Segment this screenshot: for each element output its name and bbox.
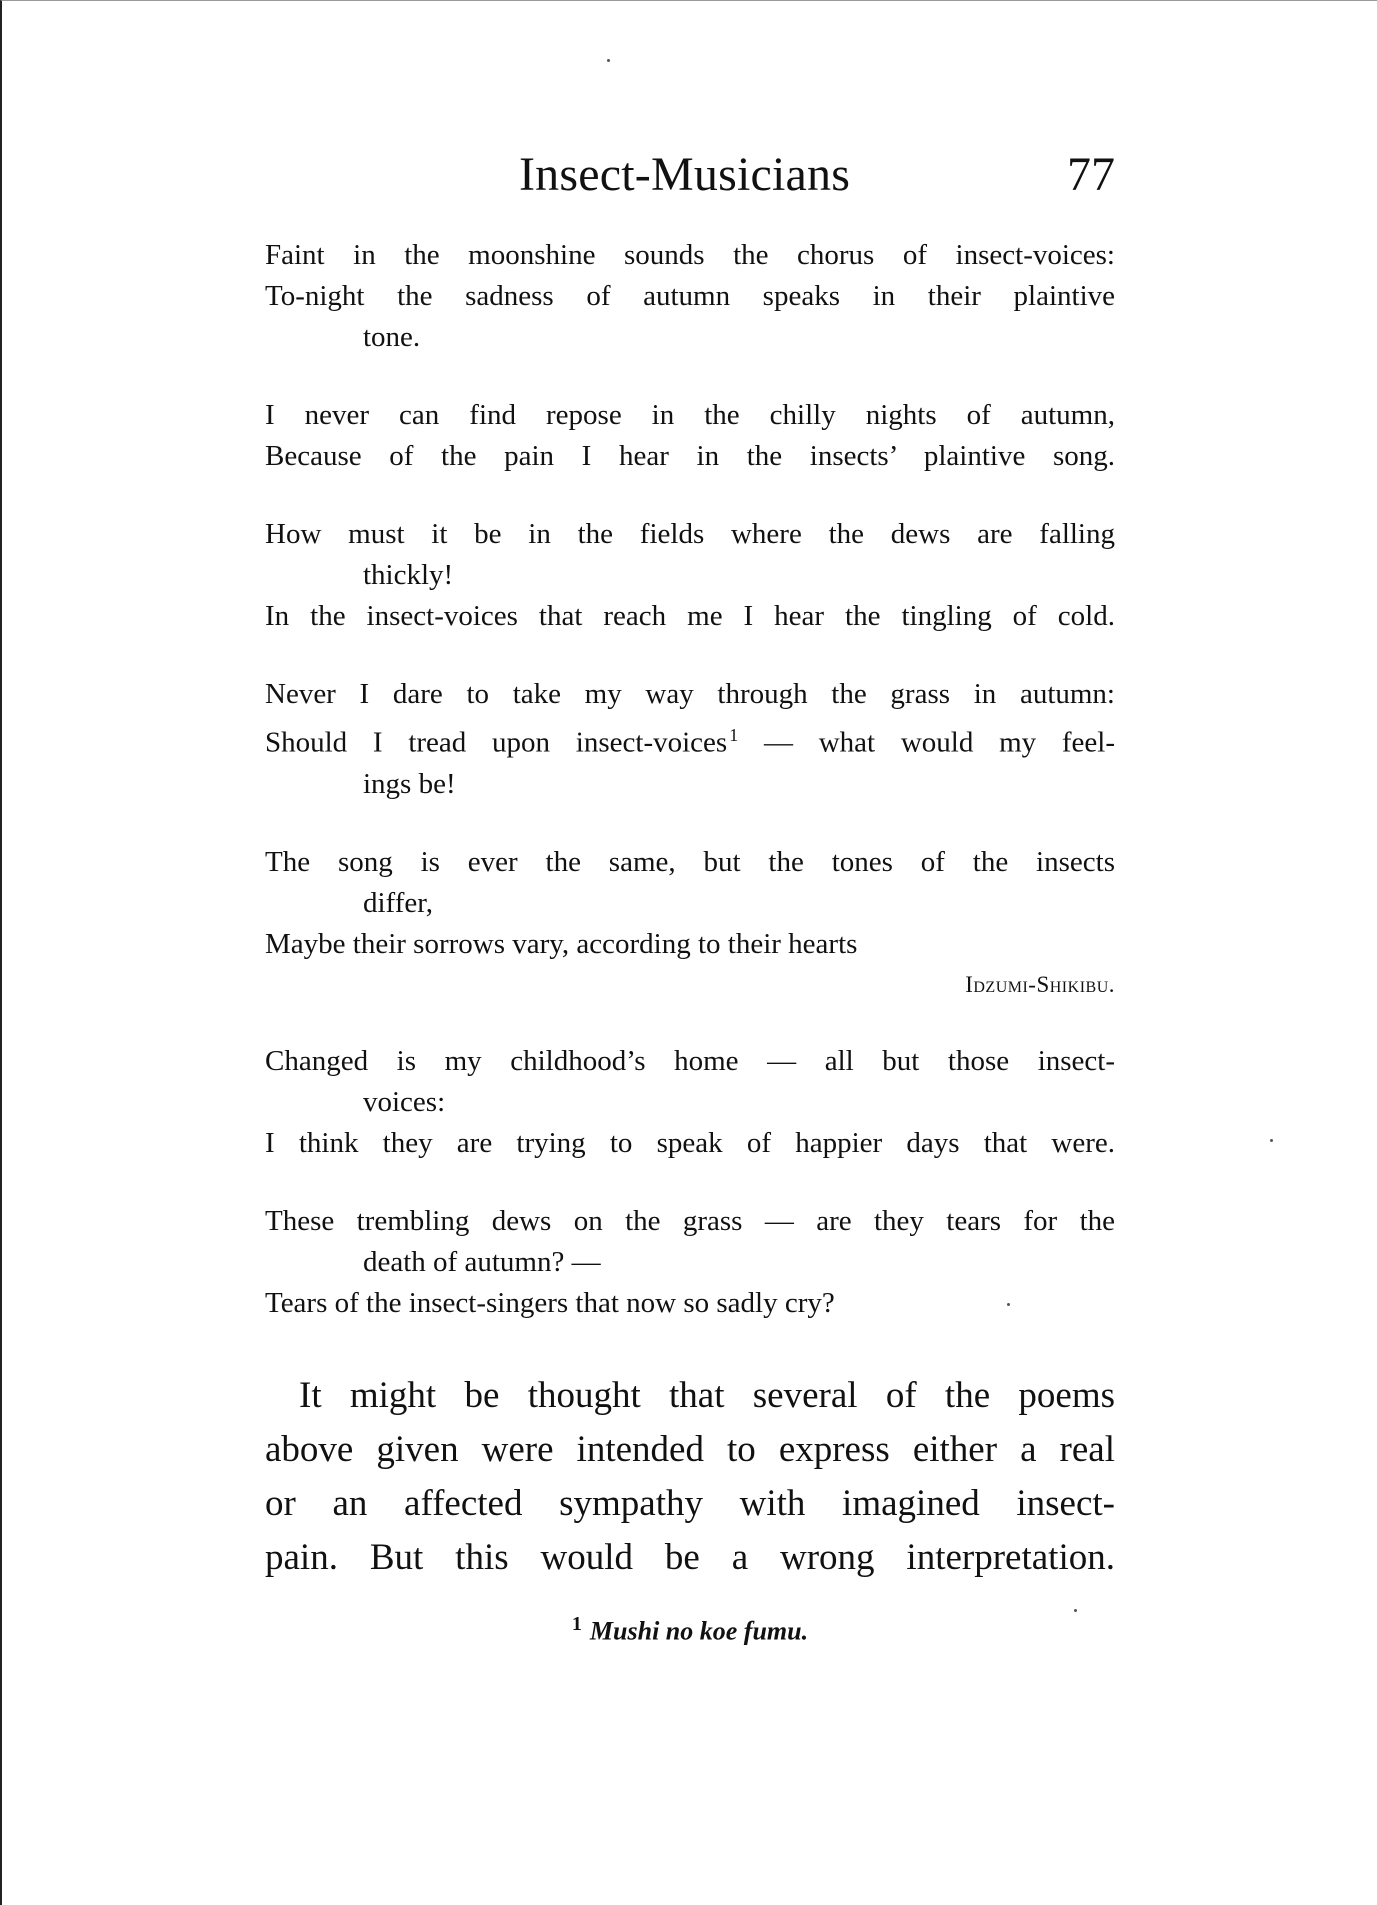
page-number: 77: [1067, 148, 1115, 201]
poem-stanza: [265, 1041, 1115, 1164]
prose-line: or an affected sympathy with imagined insect-: [265, 1483, 1115, 1524]
poem-line: [265, 1041, 1115, 1082]
scan-speck: [1074, 1609, 1077, 1612]
poem-attribution: Idzumi-Shikibu.: [965, 971, 1115, 997]
poem-line-text: I think they are trying to speak of happier days that were.: [265, 1126, 1115, 1159]
poem-stanza: [265, 674, 1115, 805]
poem-line: [265, 674, 1115, 715]
poem-line-text: How must it be in the fields where the dews are falling: [265, 518, 1115, 550]
scan-speck: [1007, 1303, 1010, 1306]
poem-line: [265, 276, 1115, 317]
footnote: [265, 1613, 1115, 1647]
poem-line-text: To-night the sadness of autumn speaks in their plaintive: [265, 280, 1115, 312]
footnote-mark: 1: [571, 1613, 582, 1635]
poem-line-text: Because of the pain I hear in the insects’ plaintive song.: [265, 440, 1115, 472]
poem-line-text: — what would my feel-: [738, 726, 1115, 759]
poem-collection: [265, 235, 1115, 1361]
poem-line-text: differ,: [363, 886, 433, 919]
scan-speck: [607, 59, 610, 62]
poem-line-text: thickly!: [363, 559, 454, 591]
running-title: Insect-Musicians: [519, 148, 851, 201]
poem-line: [265, 395, 1115, 436]
poem-line: [265, 514, 1115, 555]
poem-line-text: Changed is my childhood’s home — all but those insect-: [265, 1044, 1115, 1077]
poem-line: [265, 555, 1115, 596]
poem-line: [265, 1123, 1115, 1164]
poem-line-text: Never I dare to take my way through the grass in autumn:: [265, 678, 1115, 710]
poem-stanza: [265, 514, 1115, 637]
poem-line: [265, 1082, 1115, 1123]
poem-line: [265, 235, 1115, 276]
poem-line: [265, 764, 1115, 805]
poem-line-text: voices:: [363, 1085, 446, 1118]
poem-line: [265, 1242, 1115, 1283]
poem-line: [265, 924, 1115, 965]
scan-speck: [1270, 1139, 1273, 1142]
prose-line: pain. But this would be a wrong interpretation.: [265, 1537, 1115, 1578]
poem-line-text: Tears of the insect-singers that now so sadly cry?: [265, 1286, 835, 1319]
poem-stanza: [265, 842, 1115, 1004]
poem-stanza: [265, 395, 1115, 477]
poem-line: [265, 883, 1115, 924]
poem-stanza: [265, 1201, 1115, 1324]
poem-line: [265, 596, 1115, 637]
prose-line: It might be thought that several of the poems: [299, 1375, 1115, 1416]
poem-line-text: ings be!: [363, 767, 456, 800]
poem-line-text: I never can find repose in the chilly nights of autumn,: [265, 399, 1115, 431]
poem-line: [265, 317, 1115, 358]
poem-stanza: [265, 235, 1115, 358]
poem-line: [265, 842, 1115, 883]
poem-line-text: The song is ever the same, but the tones of the insects: [265, 845, 1115, 878]
footnote-reference: 1: [729, 725, 739, 745]
poem-line-text: Faint in the moonshine sounds the chorus of insect-voices:: [265, 239, 1115, 271]
prose-line: above given were intended to express either a real: [265, 1429, 1115, 1470]
poem-line: [265, 1201, 1115, 1242]
prose-paragraph: [265, 1369, 1115, 1585]
poem-line-text: Maybe their sorrows vary, according to their hearts: [265, 927, 858, 960]
poem-line-text: Should I tread upon insect-voices: [265, 726, 728, 759]
page-header: [265, 147, 1115, 207]
poem-line-text: tone.: [363, 321, 421, 353]
footnote-text: Mushi no koe fumu.: [589, 1616, 809, 1646]
poem-line: [265, 715, 1115, 764]
poem-line: [265, 436, 1115, 477]
poem-line-text: death of autumn? —: [363, 1245, 601, 1278]
poem-line-text: In the insect-voices that reach me I hear the tingling of cold.: [265, 600, 1115, 632]
poem-line: [265, 1283, 1115, 1324]
poem-line-text: These trembling dews on the grass — are they tears for the: [265, 1204, 1115, 1237]
